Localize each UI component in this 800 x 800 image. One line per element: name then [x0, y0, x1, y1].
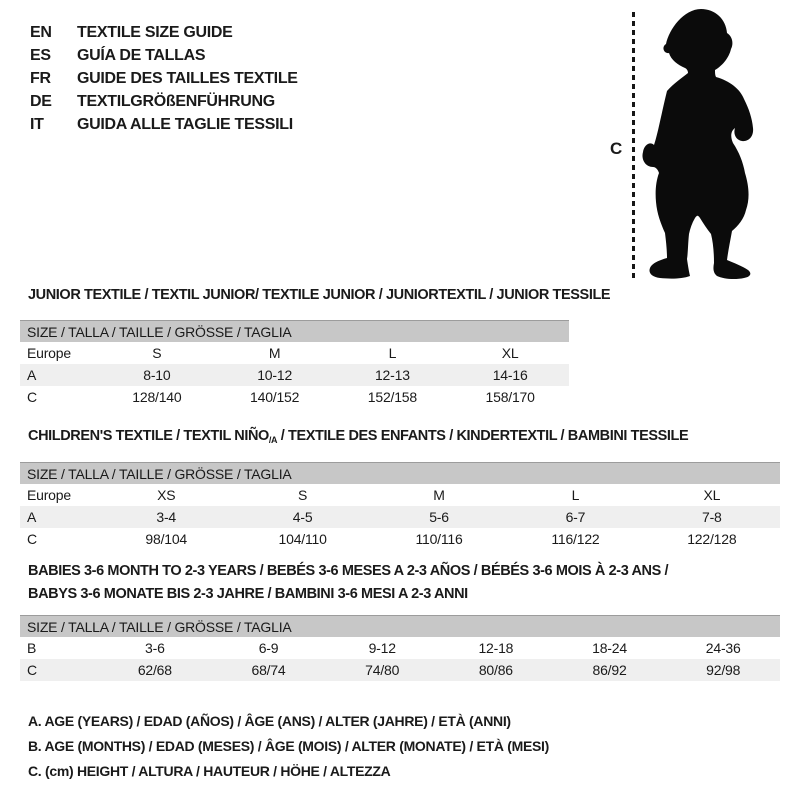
baby-silhouette-path	[642, 9, 753, 279]
table-row	[20, 484, 780, 506]
table-cell: 6-9	[258, 640, 279, 656]
table-cell: 110/116	[415, 531, 463, 547]
row-label: Europe	[27, 487, 71, 503]
table-grid	[20, 615, 780, 681]
table-row	[20, 659, 780, 681]
language-row	[30, 113, 298, 136]
table-cell: 3-6	[145, 640, 165, 656]
table-cell: XL	[703, 487, 721, 503]
table-title	[20, 560, 780, 583]
table-title-text: JUNIOR TEXTILE / TEXTIL JUNIOR/ TEXTILE JUNIOR / JUNIORTEXTIL / JUNIOR TESSILE	[28, 287, 611, 303]
size-table-babies	[20, 560, 780, 681]
table-cell: 14-16	[492, 367, 528, 383]
table-row	[20, 342, 569, 364]
table-cell: M	[268, 345, 281, 361]
language-label: GUÍA DE TALLAS	[77, 46, 206, 64]
language-code: ES	[30, 46, 51, 64]
footnotes	[28, 709, 549, 784]
language-code: DE	[30, 92, 52, 110]
table-cell: 6-7	[565, 509, 586, 525]
table-cell: 18-24	[592, 640, 627, 656]
table-row	[20, 506, 780, 528]
table-title	[20, 287, 611, 303]
language-list	[30, 21, 298, 136]
table-row	[20, 364, 569, 386]
table-cell: 5-6	[429, 509, 449, 525]
table-title-text: /A	[268, 435, 278, 445]
table-cell: 116/122	[551, 531, 600, 547]
footnote: A. AGE (YEARS) / EDAD (AÑOS) / ÂGE (ANS) / ALTER (JAHRE) / ETÀ (ANNI)	[28, 713, 511, 729]
table-cell: 68/74	[251, 662, 286, 678]
table-row	[20, 528, 780, 550]
table-cell: 98/104	[145, 531, 188, 547]
table-cell: 10-12	[257, 367, 293, 383]
table-cell: 9-12	[368, 640, 396, 656]
table-cell: 86/92	[592, 662, 627, 678]
table-title-text: CHILDREN'S TEXTILE / TEXTIL NIÑO	[28, 428, 269, 444]
row-label: Europe	[27, 345, 71, 361]
table-cell: 80/86	[478, 662, 513, 678]
table-title-text: BABIES 3-6 MONTH TO 2-3 YEARS / BEBÉS 3-6 MESES A 2-3 AÑOS / BÉBÉS 3-6 MOIS À 2-3 ANS /	[28, 563, 669, 579]
table-header	[20, 320, 569, 342]
table-cell: 24-36	[705, 640, 741, 656]
table-title	[20, 583, 780, 606]
table-cell: 158/170	[485, 389, 535, 405]
row-label: C	[27, 531, 37, 547]
table-cell: S	[298, 487, 308, 503]
size-table-children	[20, 428, 780, 550]
language-row	[30, 90, 298, 113]
row-label: C	[27, 662, 37, 678]
table-header-label: SIZE / TALLA / TAILLE / GRÖSSE / TAGLIA	[27, 618, 292, 635]
height-dashed-line	[632, 12, 635, 278]
table-cell: 12-18	[478, 640, 514, 656]
language-label: TEXTILGRÖßENFÜHRUNG	[77, 92, 275, 110]
table-cell: XL	[501, 345, 519, 361]
size-table-junior	[20, 287, 611, 408]
height-measure-label: C	[610, 139, 623, 158]
table-header	[20, 462, 780, 484]
table-cell: 74/80	[365, 662, 400, 678]
table-cell: 140/152	[250, 389, 300, 405]
language-row	[30, 67, 298, 90]
language-label: GUIDA ALLE TAGLIE TESSILI	[77, 115, 293, 133]
table-cell: 4-5	[292, 509, 313, 525]
table-header-label: SIZE / TALLA / TAILLE / GRÖSSE / TAGLIA	[27, 323, 292, 340]
table-header-label: SIZE / TALLA / TAILLE / GRÖSSE / TAGLIA	[27, 465, 292, 482]
table-grid	[20, 462, 780, 550]
table-cell: 12-13	[374, 367, 410, 383]
table-cell: 8-10	[143, 367, 171, 383]
language-label: TEXTILE SIZE GUIDE	[77, 23, 233, 41]
table-cell: M	[433, 487, 445, 503]
footnote: B. AGE (MONTHS) / EDAD (MESES) / ÂGE (MOIS) / ALTER (MONATE) / ETÀ (MESI)	[28, 738, 549, 754]
table-cell: 7-8	[702, 509, 722, 525]
table-cell: XS	[157, 487, 176, 503]
row-label: B	[27, 640, 37, 656]
table-title-text: / TEXTILE DES ENFANTS / KINDERTEXTIL / BAMBINI TESSILE	[277, 428, 689, 444]
table-cell: 92/98	[706, 662, 741, 678]
table-cell: 62/68	[137, 662, 172, 678]
table-cell: L	[571, 487, 580, 503]
language-code: IT	[30, 115, 44, 133]
table-header	[20, 615, 780, 637]
table-cell: 122/128	[687, 531, 737, 547]
table-title-text: BABYS 3-6 MONATE BIS 2-3 JAHRE / BAMBINI 3-6 MESI A 2-3 ANNI	[28, 586, 468, 602]
table-grid	[20, 320, 569, 408]
table-cell: 152/158	[367, 389, 417, 405]
language-code: FR	[30, 69, 51, 87]
table-title	[20, 428, 780, 448]
row-label: A	[27, 509, 37, 525]
table-cell: S	[152, 345, 162, 361]
table-cell: 3-4	[156, 509, 177, 525]
language-label: GUIDE DES TAILLES TEXTILE	[77, 69, 298, 87]
language-row	[30, 44, 298, 67]
baby-silhouette-image	[638, 5, 758, 281]
language-code: EN	[30, 23, 52, 41]
table-cell: 128/140	[132, 389, 182, 405]
table-row	[20, 386, 569, 408]
table-cell: L	[388, 345, 397, 361]
table-row	[20, 637, 780, 659]
footnote: C. (cm) HEIGHT / ALTURA / HAUTEUR / HÖHE / ALTEZZA	[28, 763, 391, 779]
language-row	[30, 21, 298, 44]
row-label: A	[27, 367, 37, 383]
table-cell: 104/110	[278, 531, 327, 547]
row-label: C	[27, 389, 37, 405]
